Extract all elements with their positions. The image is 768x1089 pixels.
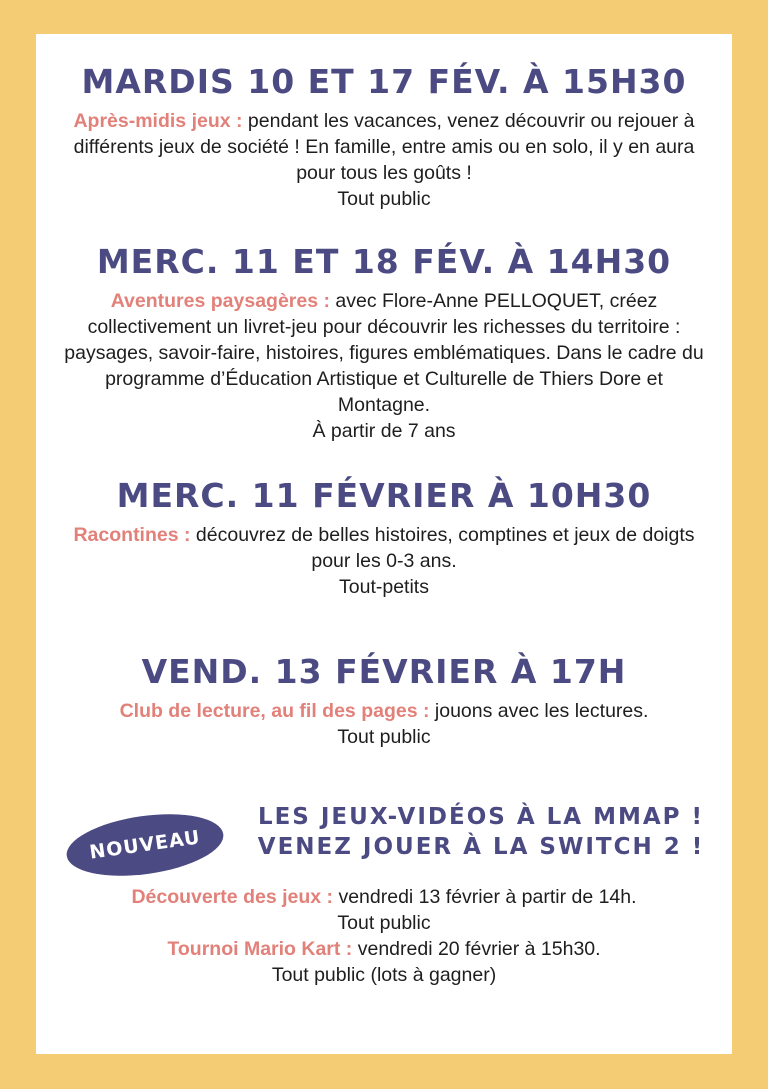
event-audience: Tout public [337, 188, 431, 210]
poster-frame [36, 34, 732, 1054]
event-block [36, 62, 732, 212]
games-text: vendredi 20 février à 15h30. [352, 938, 601, 960]
event-heading: MERC. 11 FÉVRIER À 10H30 [116, 476, 652, 515]
games-label: Découverte des jeux : [131, 886, 334, 908]
event-audience: Tout public [337, 726, 431, 748]
event-text: pendant les vacances, venez découvrir ou rejouer à différents jeux de société ! En famille, entre amis ou en solo, il y en aura pour tous les goûts ! [73, 110, 695, 184]
games-discovery [60, 884, 708, 936]
nouveau-badge [63, 805, 228, 884]
event-audience: À partir de 7 ans [312, 420, 456, 442]
games-tournament [60, 936, 708, 988]
event-heading: VEND. 13 FÉVRIER À 17H [141, 652, 627, 691]
games-text: vendredi 13 février à partir de 14h. [333, 886, 637, 908]
event-audience: Tout-petits [339, 576, 429, 598]
event-label: Club de lecture, au fil des pages : [119, 700, 430, 722]
event-description [60, 288, 708, 444]
new-games-banner [36, 794, 732, 884]
badge-label: NOUVEAU [88, 826, 202, 864]
event-description [60, 522, 708, 600]
event-label: Après-midis jeux : [73, 110, 243, 132]
games-audience: Tout public [337, 912, 431, 934]
event-label: Aventures paysagères : [110, 290, 330, 312]
new-title-line: VENEZ JOUER À LA SWITCH 2 ! [257, 834, 705, 860]
event-block [36, 476, 732, 600]
event-heading: MARDIS 10 ET 17 FÉV. À 15H30 [81, 62, 687, 101]
event-description [60, 108, 708, 212]
new-title-line: LES JEUX-VIDÉOS À LA MMAP ! [257, 804, 705, 830]
games-label: Tournoi Mario Kart : [167, 938, 353, 960]
event-text: avec Flore-Anne PELLOQUET, créez collectivement un livret-jeu pour découvrir les richesses du territoire : paysages, savoir-faire, histoires, figures emblématiques. Dans le cadre du programme d’Éducation Artistique et Culturelle de Thiers Dore et Montagne. [64, 290, 704, 416]
event-text: découvrez de belles histoires, comptines et jeux de doigts pour les 0-3 ans. [190, 524, 695, 572]
event-text: jouons avec les lectures. [429, 700, 649, 722]
games-audience: Tout public (lots à gagner) [271, 964, 497, 986]
new-games-title [246, 802, 716, 862]
event-block [36, 242, 732, 444]
event-label: Racontines : [73, 524, 191, 546]
event-heading: MERC. 11 ET 18 FÉV. À 14H30 [96, 242, 672, 281]
games-block [36, 884, 732, 988]
event-block [36, 652, 732, 750]
event-description [60, 698, 708, 750]
